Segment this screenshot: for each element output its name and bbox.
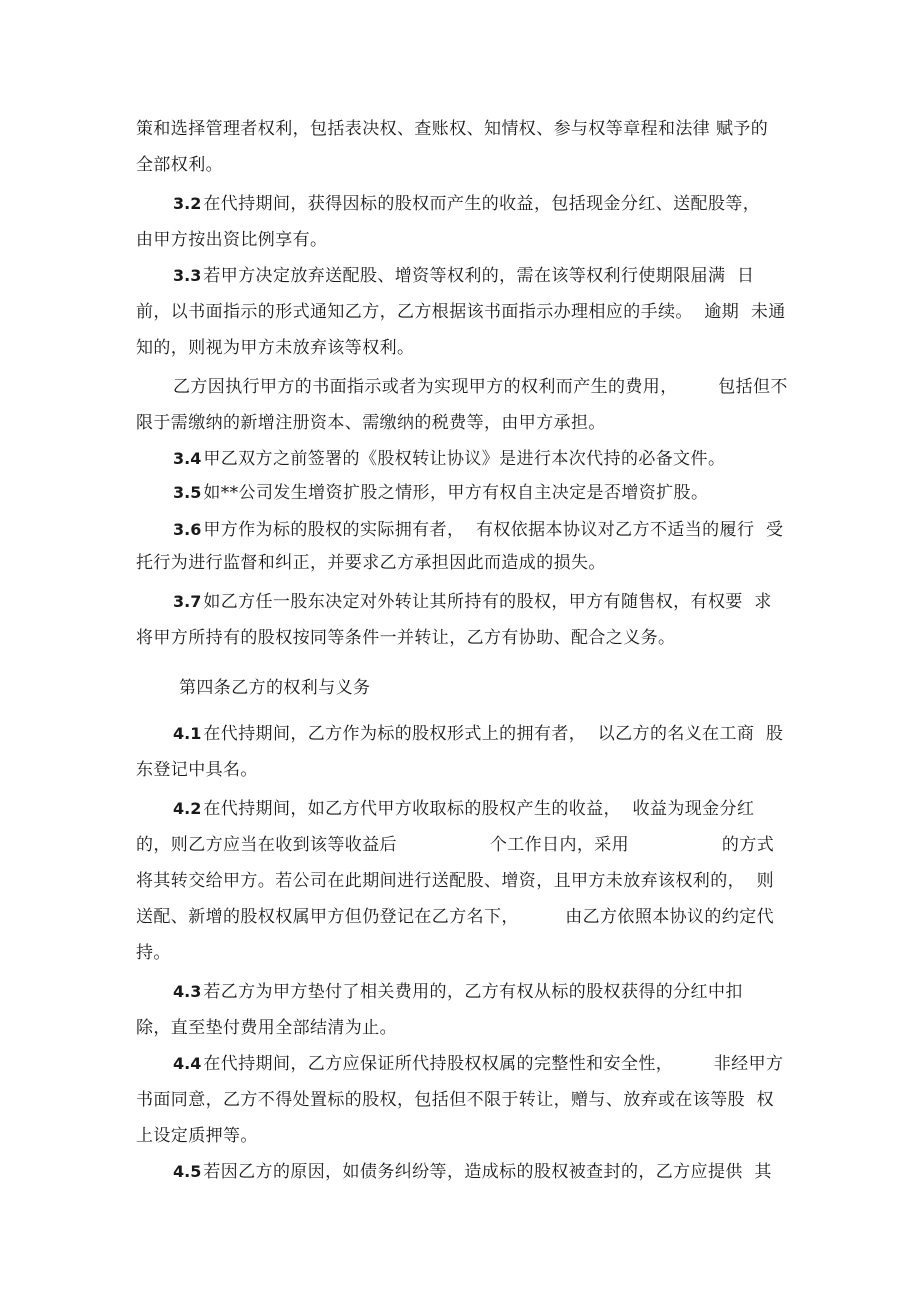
clause-number: 4.5	[173, 1162, 202, 1181]
clause-4-1: 4.1 在代持期间，乙方作为标的股权形式上的拥有者， 以乙方的名义在工商 股	[173, 724, 784, 744]
clause-4-2: 4.2 在代持期间，如乙方代甲方收取标的股权产生的收益， 收益为现金分红	[173, 799, 755, 819]
text-line: 全部权利。	[136, 155, 223, 175]
clause-number: 3.5	[173, 483, 202, 502]
text-line: 乙方因执行甲方的书面指示或者为实现甲方的权利而产生的费用， 包括但不	[173, 377, 788, 397]
text-line: 前，以书面指示的形式通知乙方，乙方根据该书面指示办理相应的手续。 逾期 未通	[136, 302, 786, 322]
text-line: 送配、新增的股权权属甲方但仍登记在乙方名下， 由乙方依照本协议的约定代	[136, 907, 775, 927]
clause-number: 3.6	[173, 520, 202, 539]
text-line: 除，直至垫付费用全部结清为止。	[136, 1018, 397, 1038]
text-line: 东登记中具名。	[136, 760, 258, 780]
clause-3-7: 3.7 如乙方任一股东决定对外转让其所持有的股权，甲方有随售权，有权要 求	[173, 592, 772, 612]
text-line: 由甲方按出资比例享有。	[136, 230, 328, 250]
clause-number: 3.2	[173, 194, 202, 213]
text-line: 将其转交给甲方。若公司在此期间进行送配股、增资，且甲方未放弃该权利的， 则	[136, 871, 775, 891]
text-line: 上设定质押等。	[136, 1126, 258, 1146]
clause-number: 4.4	[173, 1054, 202, 1073]
text-line: 限于需缴纳的新增注册资本、需缴纳的税费等，由甲方承担。	[136, 413, 606, 433]
clause-number: 3.4	[173, 449, 202, 468]
text-line: 的，则乙方应当在收到该等收益后 个工作日内，采用 的方式	[136, 835, 775, 855]
clause-number: 4.3	[173, 982, 202, 1001]
clause-number: 3.7	[173, 592, 202, 611]
clause-3-3: 3.3 若甲方决定放弃送配股、增资等权利的，需在该等权利行使期限届满 日	[173, 266, 755, 286]
text-line: 持。	[136, 943, 171, 963]
text-line: 将甲方所持有的股权按同等条件一并转让，乙方有协助、配合之义务。	[136, 628, 676, 648]
clause-3-6: 3.6 甲方作为标的股权的实际拥有者， 有权依据本协议对乙方不适当的履行 受	[173, 520, 784, 540]
clause-3-4: 3.4 甲乙双方之前签署的《股权转让协议》是进行本次代持的必备文件。	[173, 449, 726, 469]
text-line: 书面同意，乙方不得处置标的股权，包括但不限于转让，赠与、放弃或在该等股 权	[136, 1090, 775, 1110]
clause-4-5: 4.5 若因乙方的原因，如债务纠纷等，造成标的股权被查封的，乙方应提供 其	[173, 1162, 772, 1182]
section-heading: 第四条乙方的权利与义务	[179, 678, 371, 698]
clause-4-4: 4.4 在代持期间，乙方应保证所代持股权权属的完整性和安全性， 非经甲方	[173, 1054, 784, 1074]
clause-3-2: 3.2 在代持期间，获得因标的股权而产生的收益，包括现金分红、送配股等，	[173, 194, 761, 214]
clause-number: 4.2	[173, 799, 202, 818]
text-line: 托行为进行监督和纠正，并要求乙方承担因此而造成的损失。	[136, 553, 606, 573]
clause-number: 3.3	[173, 266, 202, 285]
clause-4-3: 4.3 若乙方为甲方垫付了相关费用的，乙方有权从标的股权获得的分红中扣	[173, 982, 743, 1002]
clause-number: 4.1	[173, 724, 202, 743]
text-line: 知的，则视为甲方未放弃该等权利。	[136, 338, 415, 358]
clause-3-5: 3.5 如**公司发生增资扩股之情形，甲方有权自主决定是否增资扩股。	[173, 483, 709, 503]
text-line: 策和选择管理者权利，包括表决权、查账权、知情权、参与权等章程和法律 赋予的	[136, 119, 769, 139]
